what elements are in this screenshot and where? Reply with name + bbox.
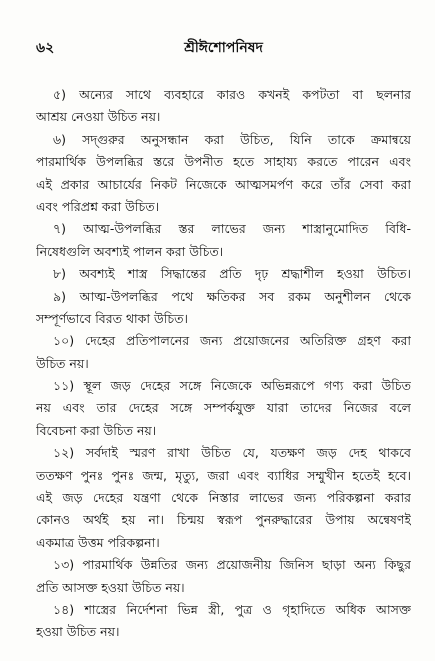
text-line: নয় এবং তার দেহের সঙ্গে সম্পর্কযুক্ত যারা তাদের নিজের বলে — [36, 400, 411, 416]
text-line: এই জড় দেহের যন্ত্রণা থেকে নিস্তার লাভের জন্য পরিকল্পনা করার — [36, 490, 411, 506]
text-line: একমাত্র উত্তম পরিকল্পনা। — [36, 534, 160, 550]
text-line: ৯) আত্ম-উপলব্ধির পথে ক্ষতিকর সব রকম অনুশীলন থেকে — [53, 288, 411, 304]
text-line: আশ্রয় নেওয়া উচিত নয়। — [36, 109, 161, 125]
text-line: ১৪) শাস্ত্রের নির্দেশনা ভিন্ন স্ত্রী, পুত্র ও গৃহাদিতে অধিক আসক্ত — [53, 601, 411, 617]
text-line: হওয়া উচিত নয়। — [36, 624, 120, 640]
page-header — [36, 38, 411, 60]
text-line: উচিত নয়। — [36, 355, 89, 371]
text-line: পারমার্থিক উপলব্ধির স্তরে উপনীত হতে সাহায্য করতে পারেন এবং — [36, 154, 411, 170]
text-line: এই প্রকার আচার্যের নিকট নিজেকে আত্মসমর্পণ করে তাঁর সেবা করা — [36, 176, 411, 192]
text-line: ১২) সর্বদাই স্মরণ রাখা উচিত যে, যতক্ষণ জড় দেহ থাকবে — [53, 445, 411, 461]
text-line: ১৩) পারমার্থিক উন্নতির জন্য প্রয়োজনীয় জিনিস ছাড়া অন্য কিছুর — [53, 557, 411, 573]
text-line: বিবেচনা করা উচিত নয়। — [36, 422, 157, 438]
text-line: ১১) স্থূল জড় দেহের সঙ্গে নিজেকে অভিন্নরূপে গণ্য করা উচিত — [53, 378, 411, 394]
page-number: ৬২ — [36, 40, 55, 56]
text-line: ৫) অন্যের সাথে ব্যবহারে কারও কখনই কপটতা বা ছলনার — [53, 87, 411, 102]
text-line: কোনও অর্থই হয় না। চিন্ময় স্বরূপ পুনরুদ্ধারের উপায় অন্বেষণই — [36, 512, 411, 528]
text-line: ১০) দেহের প্রতিপালনের জন্য প্রয়োজনের অতিরিক্ত গ্রহণ করা — [53, 333, 411, 349]
text-line: ৭) আত্ম-উপলব্ধির স্তর লাভের জন্য শাস্ত্রানুমোদিত বিধি- — [53, 221, 411, 237]
body-text — [36, 84, 411, 644]
text-line: ৬) সদ্‌গুরুর অনুসন্ধান করা উচিত, যিনি তাকে ক্রমান্বয়ে — [53, 131, 411, 147]
text-line: প্রতি আসক্ত হওয়া উচিত নয়। — [36, 579, 185, 595]
text-line: ৮) অবশ্যই শাস্ত্র সিদ্ধান্তের প্রতি দৃঢ় শ্রদ্ধাশীল হওয়া উচিত। — [53, 266, 411, 282]
text-line: ততক্ষণ পুনঃ পুনঃ জন্ম, মৃত্যু, জরা এবং ব্যাধির সম্মুখীন হতেই হবে। — [36, 467, 411, 483]
running-title: শ্রীঈশোপনিষদ — [184, 40, 263, 56]
text-line: নিষেধগুলি অবশ্যই পালন করা উচিত। — [36, 243, 224, 259]
text-line: সম্পূর্ণভাবে বিরত থাকা উচিত। — [36, 310, 188, 326]
text-line: এবং পরিপ্রশ্ন করা উচিত। — [36, 198, 160, 214]
